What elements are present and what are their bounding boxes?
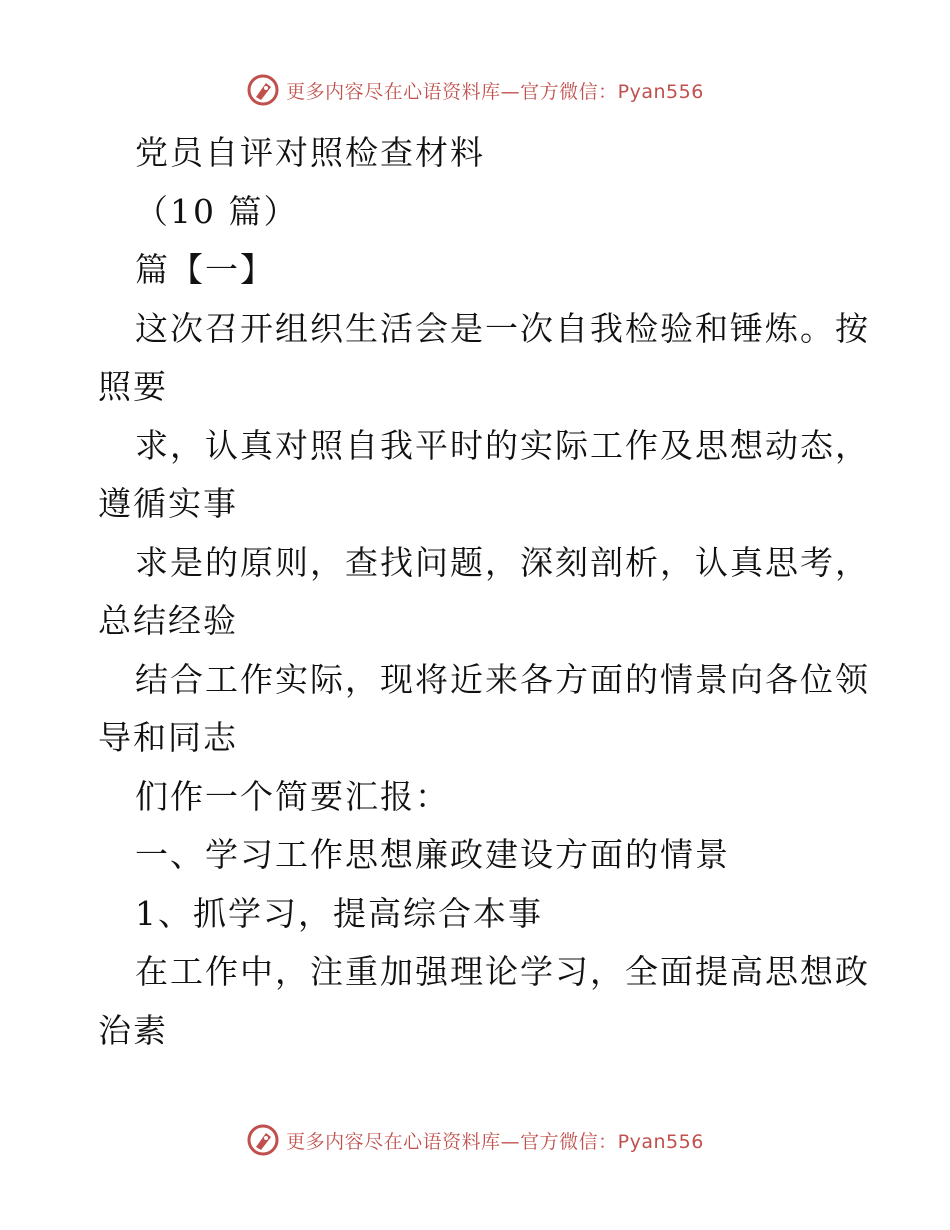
footer-watermark-text: 更多内容尽在心语资料库—官方微信：Pyan556 (286, 1130, 704, 1153)
pen-nib-logo-icon (246, 1123, 280, 1157)
text-line: 党员自评对照检查材料 (135, 133, 485, 172)
document-body (98, 124, 870, 1060)
footer-watermark-banner (0, 1120, 950, 1160)
text-line: 篇【一】 (135, 250, 275, 289)
text-line: 照要 (98, 367, 168, 406)
text-line: （10 篇） (135, 191, 299, 231)
text-line: 求是的原则，查找问题，深刻剖析，认真思考， (135, 542, 870, 582)
text-line: 求，认真对照自我平时的实际工作及思想动态， (135, 425, 870, 465)
header-watermark-banner (0, 70, 950, 110)
text-line: 1、抓学习，提高综合本事 (135, 893, 543, 933)
text-line: 遵循实事 (98, 484, 238, 523)
text-line: 一、学习工作思想廉政建设方面的情景 (135, 835, 730, 874)
pen-nib-logo-icon (246, 73, 280, 107)
text-line: 这次召开组织生活会是一次自我检验和锤炼。按 (135, 308, 870, 348)
text-line: 治素 (98, 1010, 168, 1050)
text-line: 在工作中，注重加强理论学习，全面提高思想政 (135, 952, 870, 991)
text-line: 们作一个简要汇报： (135, 776, 450, 816)
text-line: 导和同志 (98, 718, 238, 757)
header-watermark-text: 更多内容尽在心语资料库—官方微信：Pyan556 (286, 80, 704, 103)
text-line: 总结经验 (98, 601, 238, 640)
text-line: 结合工作实际，现将近来各方面的情景向各位领 (135, 659, 870, 699)
